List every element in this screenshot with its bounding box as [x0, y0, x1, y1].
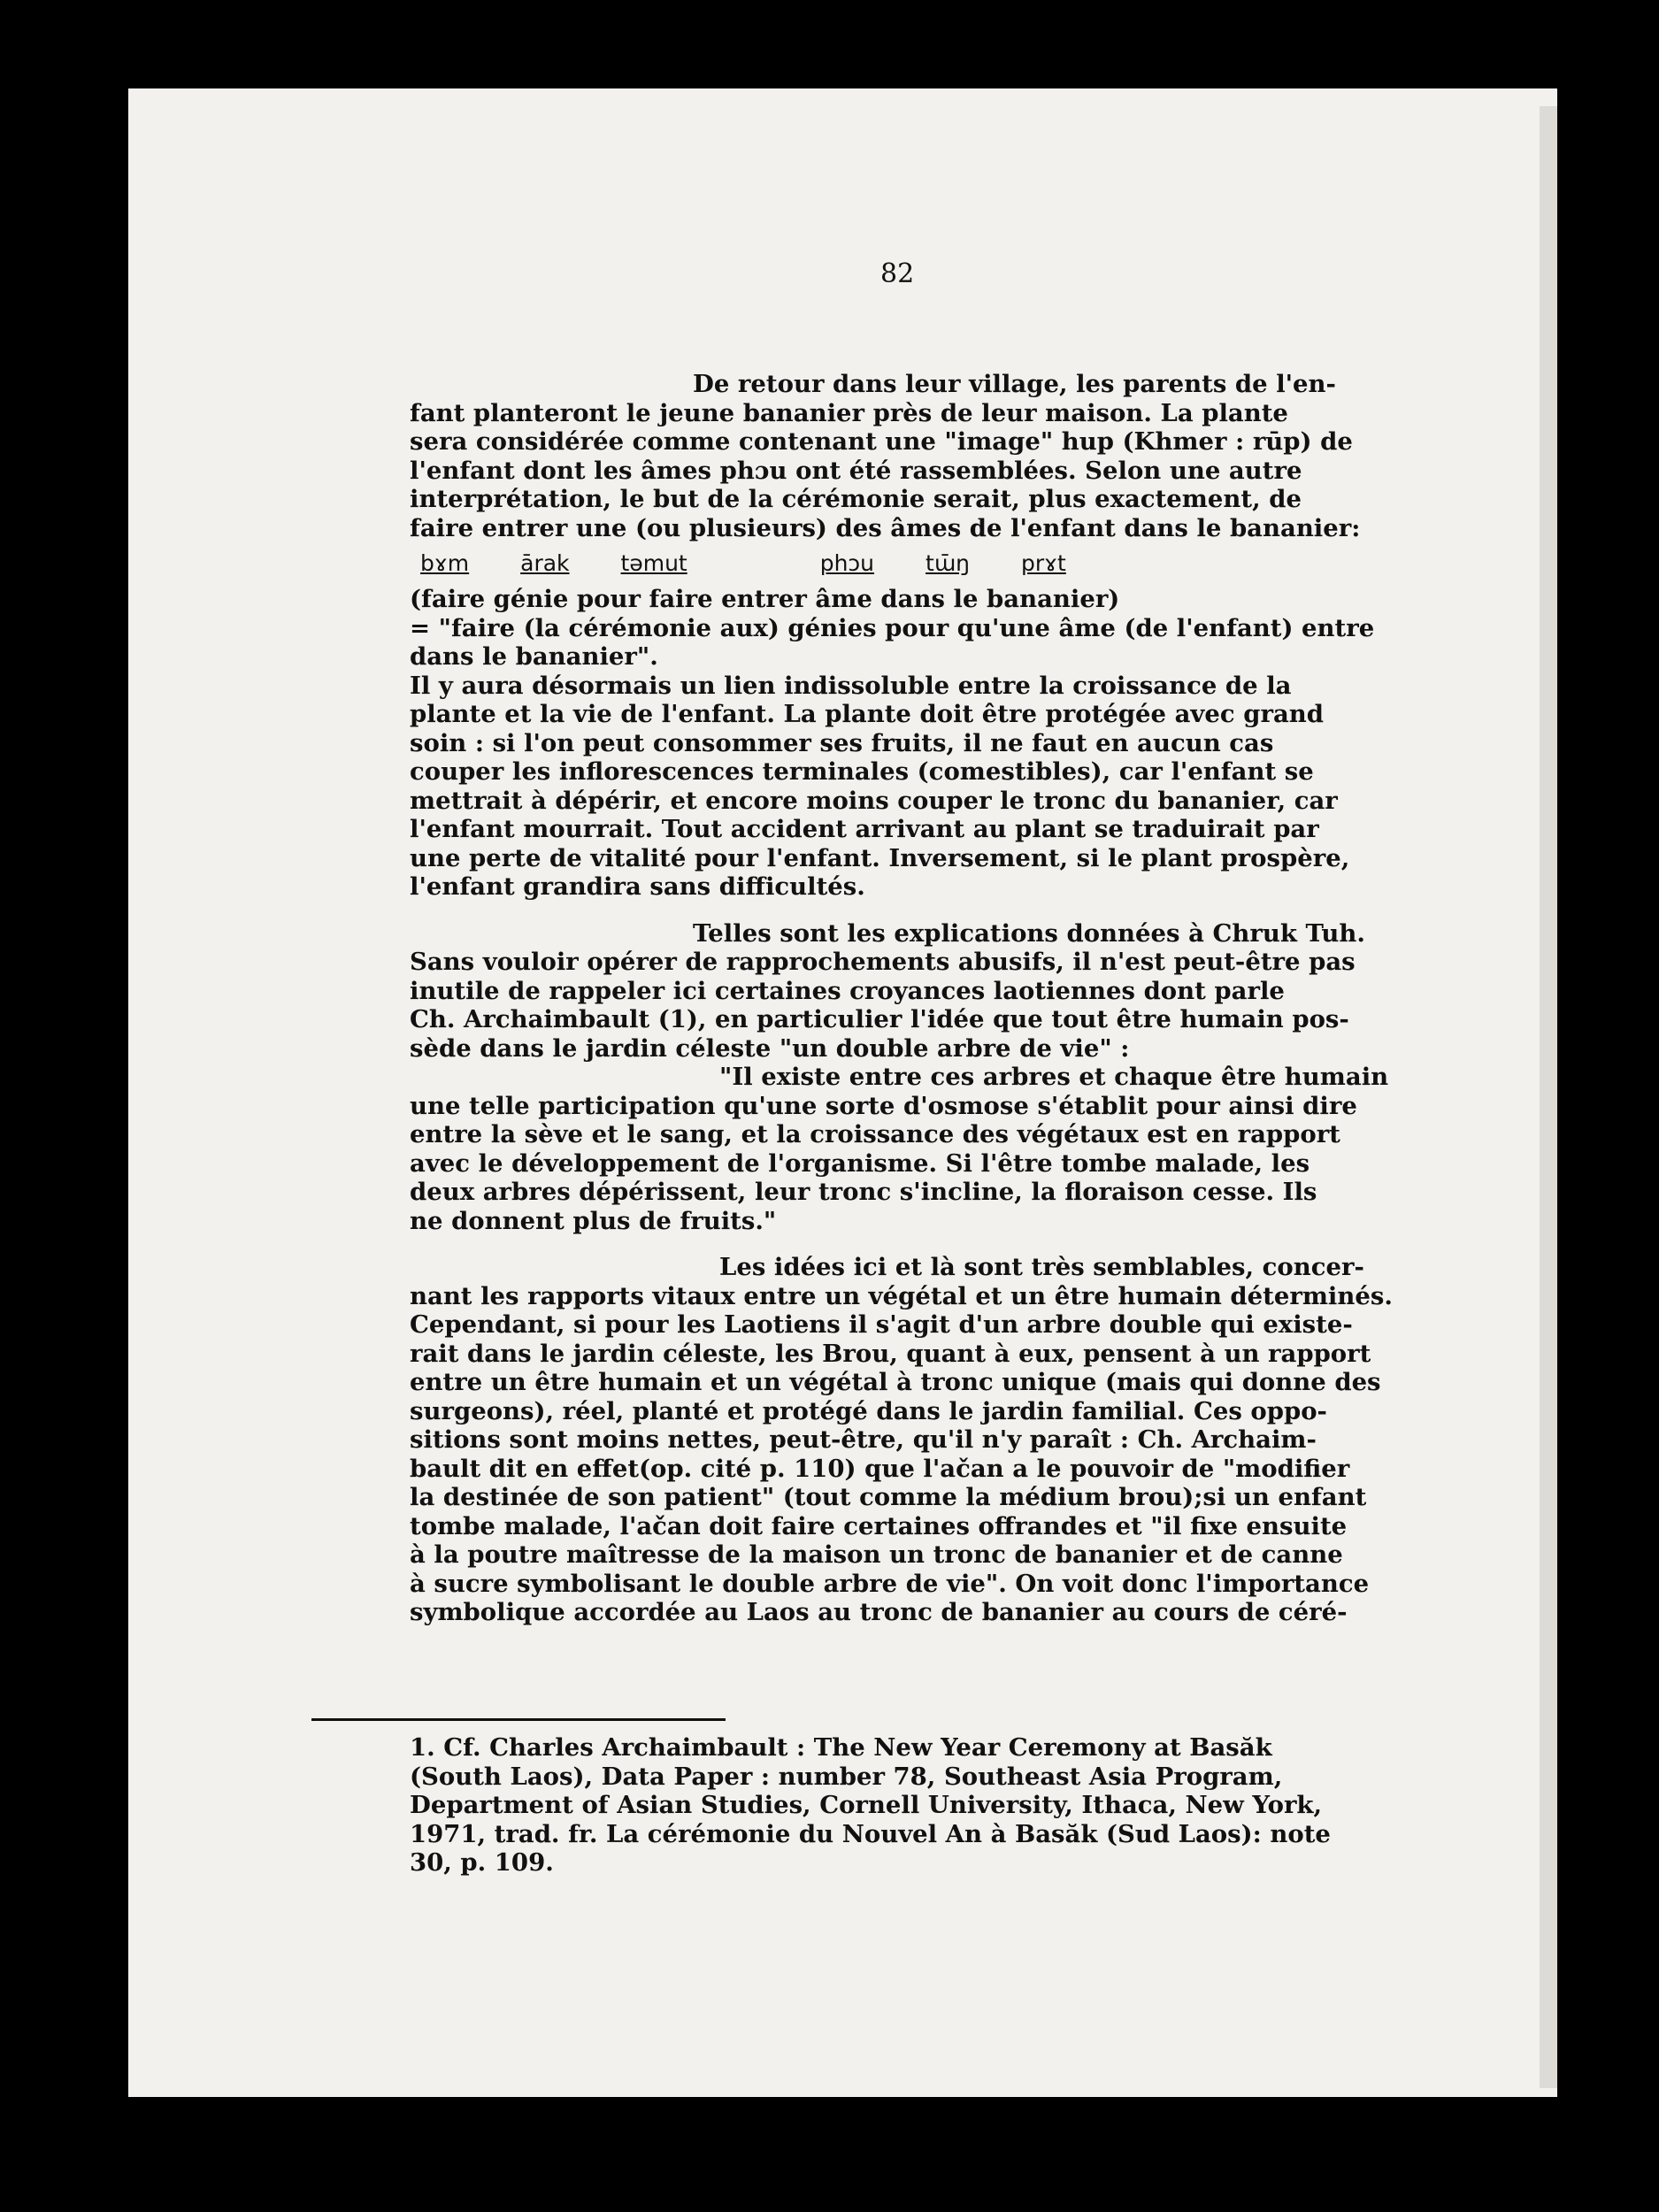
footnote-line: Department of Asian Studies, Cornell University, Ithaca, New York, — [410, 1791, 1323, 1819]
text-line: Telles sont les explications données à Chruk Tuh. — [693, 918, 1365, 948]
text-line: Ch. Archaimbault (1), en particulier l'idée que tout être humain pos- — [410, 1005, 1349, 1033]
text-line: interprétation, le but de la cérémonie serait, plus exactement, de — [410, 485, 1302, 513]
text-line: Sans vouloir opérer de rapprochements abusifs, il n'est peut-être pas — [410, 948, 1356, 976]
phonetic-word: bɤm — [420, 549, 470, 576]
text-line: l'enfant dont les âmes phɔu ont été rassemblées. Selon une autre — [410, 456, 1302, 485]
page-edge-shadow — [1540, 106, 1557, 2088]
main-text — [410, 370, 1487, 1627]
text-line: Il y aura désormais un lien indissoluble entre la croissance de la — [410, 671, 1292, 700]
footnote-line: 30, p. 109. — [410, 1848, 554, 1877]
quote-line: avec le développement de l'organisme. Si l'être tombe malade, les — [410, 1148, 1310, 1178]
footnote-line: 1971, trad. fr. La cérémonie du Nouvel An à Basăk (Sud Laos): note — [410, 1819, 1331, 1848]
phonetic-word: phɔu — [819, 549, 875, 576]
footnote — [410, 1734, 1487, 1878]
text-line: sède dans le jardin céleste "un double arbre de vie" : — [410, 1033, 1130, 1063]
text-line: une perte de vitalité pour l'enfant. Inversement, si le plant prospère, — [410, 843, 1350, 872]
text-line: plante et la vie de l'enfant. La plante doit être protégée avec grand — [410, 700, 1324, 728]
text-line: entre un être humain et un végétal à tronc unique (mais qui donne des — [410, 1368, 1381, 1396]
text-line: Cependant, si pour les Laotiens il s'agit d'un arbre double qui existe- — [410, 1310, 1353, 1339]
phonetic-word: tɯ̄ŋ — [926, 549, 971, 576]
footnote-rule — [311, 1718, 726, 1721]
quote-line: une telle participation qu'une sorte d'osmose s'établit pour ainsi dire — [410, 1091, 1357, 1120]
phonetic-word: təmut — [620, 549, 687, 576]
text-line: soin : si l'on peut consommer ses fruits, il ne faut en aucun cas — [410, 728, 1274, 757]
quote-line: "Il existe entre ces arbres et chaque être humain — [719, 1063, 1389, 1091]
text-line: sitions sont moins nettes, peut-être, qu'il n'y paraît : Ch. Archaim- — [410, 1425, 1317, 1454]
quote-line: deux arbres dépérissent, leur tronc s'incline, la floraison cesse. Ils — [410, 1178, 1317, 1206]
phonetic-word: prɤt — [1021, 549, 1066, 576]
text-line: couper les inflorescences terminales (comestibles), car l'enfant se — [410, 757, 1314, 786]
text-line: l'enfant grandira sans difficultés. — [410, 872, 865, 901]
text-line: l'enfant mourrait. Tout accident arrivant au plant se traduirait par — [410, 815, 1319, 843]
phonetic-word: ārak — [520, 549, 570, 576]
text-line: fant planteront le jeune bananier près de leur maison. La plante — [410, 398, 1288, 427]
text-line: = "faire (la cérémonie aux) génies pour qu'une âme (de l'enfant) entre — [410, 613, 1375, 642]
text-line: nant les rapports vitaux entre un végétal et un être humain déterminés. — [410, 1281, 1393, 1310]
text-line: à la poutre maîtresse de la maison un tronc de bananier et de canne — [410, 1540, 1343, 1569]
text-line: faire entrer une (ou plusieurs) des âmes de l'enfant dans le bananier: — [410, 513, 1361, 542]
footnote-line: (South Laos), Data Paper : number 78, Southeast Asia Program, — [410, 1762, 1283, 1791]
text-line: à sucre symbolisant le double arbre de vie". On voit donc l'importance — [410, 1569, 1370, 1598]
text-line: sera considérée comme contenant une "image" hup (Khmer : rūp) de — [410, 427, 1353, 456]
text-line: Les idées ici et là sont très semblables, concer- — [719, 1253, 1364, 1281]
text-line: symbolique accordée au Laos au tronc de bananier au cours de céré- — [410, 1598, 1348, 1626]
quote-line: ne donnent plus de fruits." — [410, 1206, 777, 1235]
page-number: 82 — [880, 258, 915, 289]
text-line: dans le bananier". — [410, 642, 658, 671]
footnote-line: 1. Cf. Charles Archaimbault : The New Year Ceremony at Basăk — [410, 1733, 1272, 1762]
text-line: De retour dans leur village, les parents de l'en- — [693, 370, 1336, 398]
text-line: (faire génie pour faire entrer âme dans le bananier) — [410, 585, 1120, 613]
text-line: tombe malade, l'ačan doit faire certaines offrandes et "il fixe ensuite — [410, 1511, 1348, 1540]
phonetic-transcription — [410, 542, 1487, 585]
quote-line: entre la sève et le sang, et la croissance des végétaux est en rapport — [410, 1120, 1340, 1148]
text-line: surgeons), réel, planté et protégé dans le jardin familial. Ces oppo- — [410, 1396, 1327, 1425]
text-line: mettrait à dépérir, et encore moins couper le tronc du bananier, car — [410, 786, 1338, 815]
text-line: rait dans le jardin céleste, les Brou, quant à eux, pensent à un rapport — [410, 1339, 1371, 1368]
text-line: inutile de rappeler ici certaines croyances laotiennes dont parle — [410, 976, 1285, 1005]
text-line: bault dit en effet(op. cité p. 110) que l'ačan a le pouvoir de "modifier — [410, 1454, 1350, 1483]
text-line: la destinée de son patient" (tout comme la médium brou);si un enfant — [410, 1483, 1367, 1511]
